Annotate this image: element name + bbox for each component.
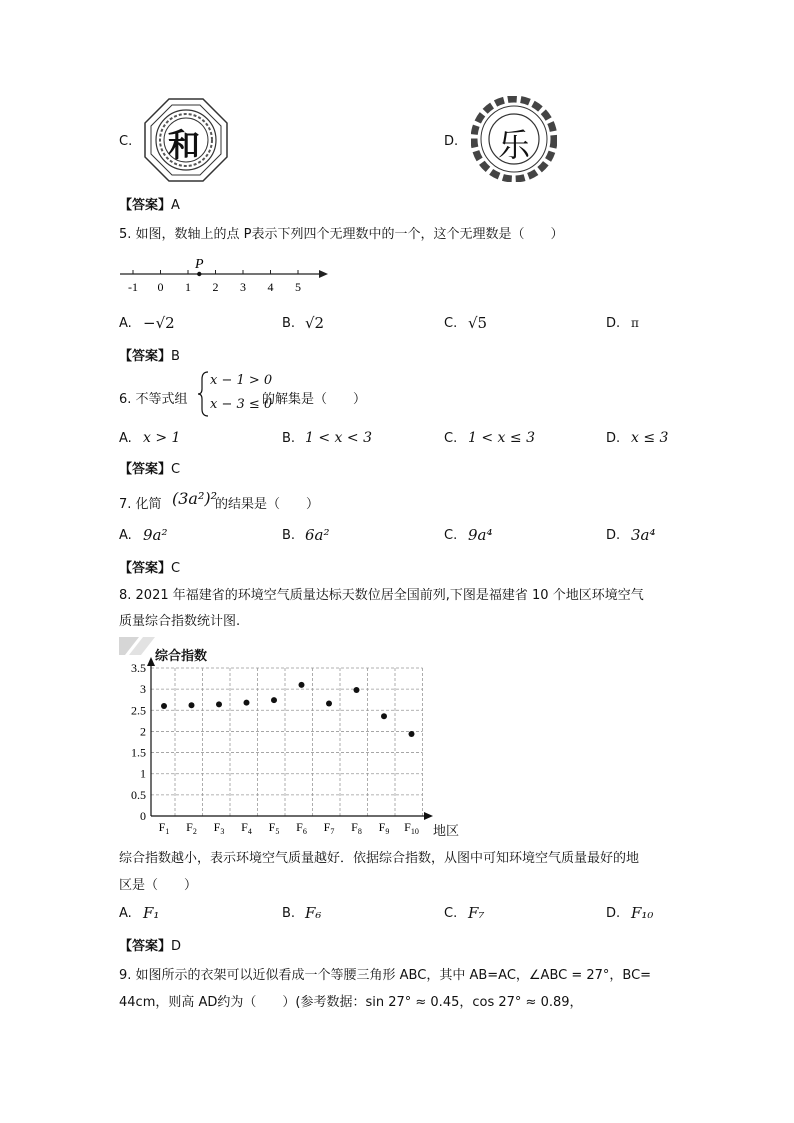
data-point-f3 — [216, 701, 222, 707]
data-point-f7 — [326, 701, 332, 707]
x-tick-label: $F_{10}$ — [404, 820, 419, 836]
q7-stem-prefix: 7. 化简 — [119, 497, 162, 512]
q5-option-a-label: A. — [119, 316, 132, 331]
q8-option-b: F₆ — [305, 904, 322, 922]
q7-expression: (3a²)² — [172, 489, 218, 508]
q5-option-c: √5 — [468, 314, 488, 332]
le-character: 乐 — [498, 126, 531, 164]
q6-answer: 【答案】C — [119, 462, 181, 477]
q5-answer: 【答案】B — [119, 349, 180, 364]
le-emblem — [471, 96, 557, 182]
q6-stem-suffix: 的解集是（ ） — [262, 392, 367, 407]
q8-option-a-label: A. — [119, 906, 132, 921]
q8-option-d-label: D. — [606, 906, 621, 921]
y-tick-label: 3.5 — [131, 661, 146, 675]
x-tick-label: $F_6$ — [296, 820, 307, 836]
y-tick-label: 2.5 — [131, 703, 146, 718]
q7-option-c-label: C. — [444, 528, 458, 543]
data-point-f9 — [381, 713, 387, 719]
q6-option-b-label: B. — [282, 431, 296, 446]
q5-option-d: π — [631, 316, 639, 330]
q8-after-line1: 综合指数越小，表示环境空气质量越好．依据综合指数，从图中可知环境空气质量最好的地 — [119, 851, 640, 866]
x-tick-label: $F_9$ — [378, 820, 390, 836]
data-point-f8 — [354, 687, 360, 693]
q6-option-a-label: A. — [119, 431, 132, 446]
y-tick-label: 1 — [140, 766, 146, 781]
q6-stem-prefix: 6. 不等式组 — [119, 392, 188, 407]
he-character: 和 — [168, 126, 201, 164]
option-c-label: C. — [119, 134, 133, 149]
x-tick-label: $F_4$ — [241, 820, 252, 836]
q8-after-line2: 区是（ ） — [119, 878, 198, 893]
q4-answer: 【答案】A — [119, 198, 180, 213]
chart-grid — [151, 668, 423, 816]
number-line-tick-label: 4 — [267, 280, 274, 294]
q7-answer: 【答案】C — [119, 561, 181, 576]
data-point-f6 — [299, 682, 305, 688]
system-brace — [197, 371, 209, 417]
q7-option-a: 9a² — [143, 526, 168, 544]
x-tick-label: $F_3$ — [213, 820, 225, 836]
q7-option-d-label: D. — [606, 528, 621, 543]
number-line-tick-label: 3 — [240, 280, 246, 294]
y-tick-label: 2 — [140, 724, 146, 739]
data-point-f10 — [409, 731, 415, 737]
number-line — [118, 252, 338, 297]
q9-line1: 9. 如图所示的衣架可以近似看成一个等腰三角形 ABC，其中 AB=AC，∠ABC = 27°，BC= — [119, 968, 652, 983]
q6-line2: x − 3 ≤ 0 — [210, 397, 273, 412]
q8-option-c-label: C. — [444, 906, 458, 921]
number-line-tick-label: 1 — [185, 280, 191, 294]
air-quality-chart — [117, 633, 467, 843]
q7-option-b: 6a² — [305, 526, 330, 544]
x-tick-label: $F_8$ — [351, 820, 362, 836]
y-tick-label: 0 — [140, 809, 146, 823]
q6-option-c-label: C. — [444, 431, 458, 446]
y-tick-label: 1.5 — [131, 745, 146, 760]
data-point-f2 — [189, 702, 195, 708]
point-p-label: P — [194, 257, 204, 272]
number-line-tick-label: 2 — [212, 280, 219, 294]
q5-option-a: −√2 — [143, 314, 175, 332]
point-p-marker — [197, 272, 201, 276]
q5-option-d-label: D. — [606, 316, 621, 331]
number-line-tick-label: 0 — [157, 280, 164, 294]
x-tick-label: $F_1$ — [158, 820, 170, 836]
q7-stem-suffix: 的结果是（ ） — [215, 497, 320, 512]
data-point-f5 — [271, 697, 277, 703]
data-point-f4 — [244, 700, 250, 706]
x-tick-label: $F_7$ — [323, 820, 335, 836]
x-tick-label: $F_5$ — [268, 820, 280, 836]
q5-option-b-label: B. — [282, 316, 296, 331]
q7-option-b-label: B. — [282, 528, 296, 543]
q7-option-c: 9a⁴ — [468, 526, 493, 544]
y-tick-label: 3 — [140, 682, 146, 697]
option-d-label: D. — [444, 134, 459, 149]
he-emblem — [143, 97, 229, 183]
y-axis-title: 综合指数 — [155, 649, 208, 664]
q6-line1: x − 1 > 0 — [210, 373, 273, 388]
q8-option-a: F₁ — [143, 904, 160, 922]
q6-option-c: 1 < x ≤ 3 — [468, 430, 535, 446]
q5-option-c-label: C. — [444, 316, 458, 331]
number-line-tick-label: 5 — [295, 280, 301, 294]
number-line-arrow — [319, 270, 328, 278]
x-axis-arrow — [424, 812, 433, 820]
q5-option-b: √2 — [305, 314, 325, 332]
q8-answer: 【答案】D — [119, 939, 182, 954]
x-axis-title: 地区 — [433, 824, 460, 839]
q8-option-b-label: B. — [282, 906, 296, 921]
number-line-tick-label: -1 — [128, 280, 138, 294]
q8-stem-line2: 质量综合指数统计图. — [119, 614, 241, 629]
q6-option-a: x > 1 — [143, 430, 181, 446]
q7-option-a-label: A. — [119, 528, 132, 543]
q6-option-b: 1 < x < 3 — [305, 430, 372, 446]
q8-stem-line1: 8. 2021 年福建省的环境空气质量达标天数位居全国前列,下图是福建省 10 个地区环境空气 — [119, 588, 644, 603]
q8-option-d: F₁₀ — [631, 904, 654, 922]
q9-line2: 44cm，则高 AD约为（ ）(参考数据：sin 27° ≈ 0.45，cos 27° ≈ 0.89， — [119, 995, 583, 1010]
q7-option-d: 3a⁴ — [631, 526, 656, 544]
q6-option-d-label: D. — [606, 431, 621, 446]
q8-option-c: F₇ — [468, 904, 485, 922]
q6-option-d: x ≤ 3 — [631, 430, 669, 446]
q5-stem: 5. 如图，数轴上的点 P表示下列四个无理数中的一个，这个无理数是（ ） — [119, 227, 564, 242]
y-tick-label: 0.5 — [131, 787, 146, 802]
x-tick-label: $F_2$ — [186, 820, 197, 836]
y-axis-arrow — [147, 657, 155, 666]
data-point-f1 — [161, 703, 167, 709]
